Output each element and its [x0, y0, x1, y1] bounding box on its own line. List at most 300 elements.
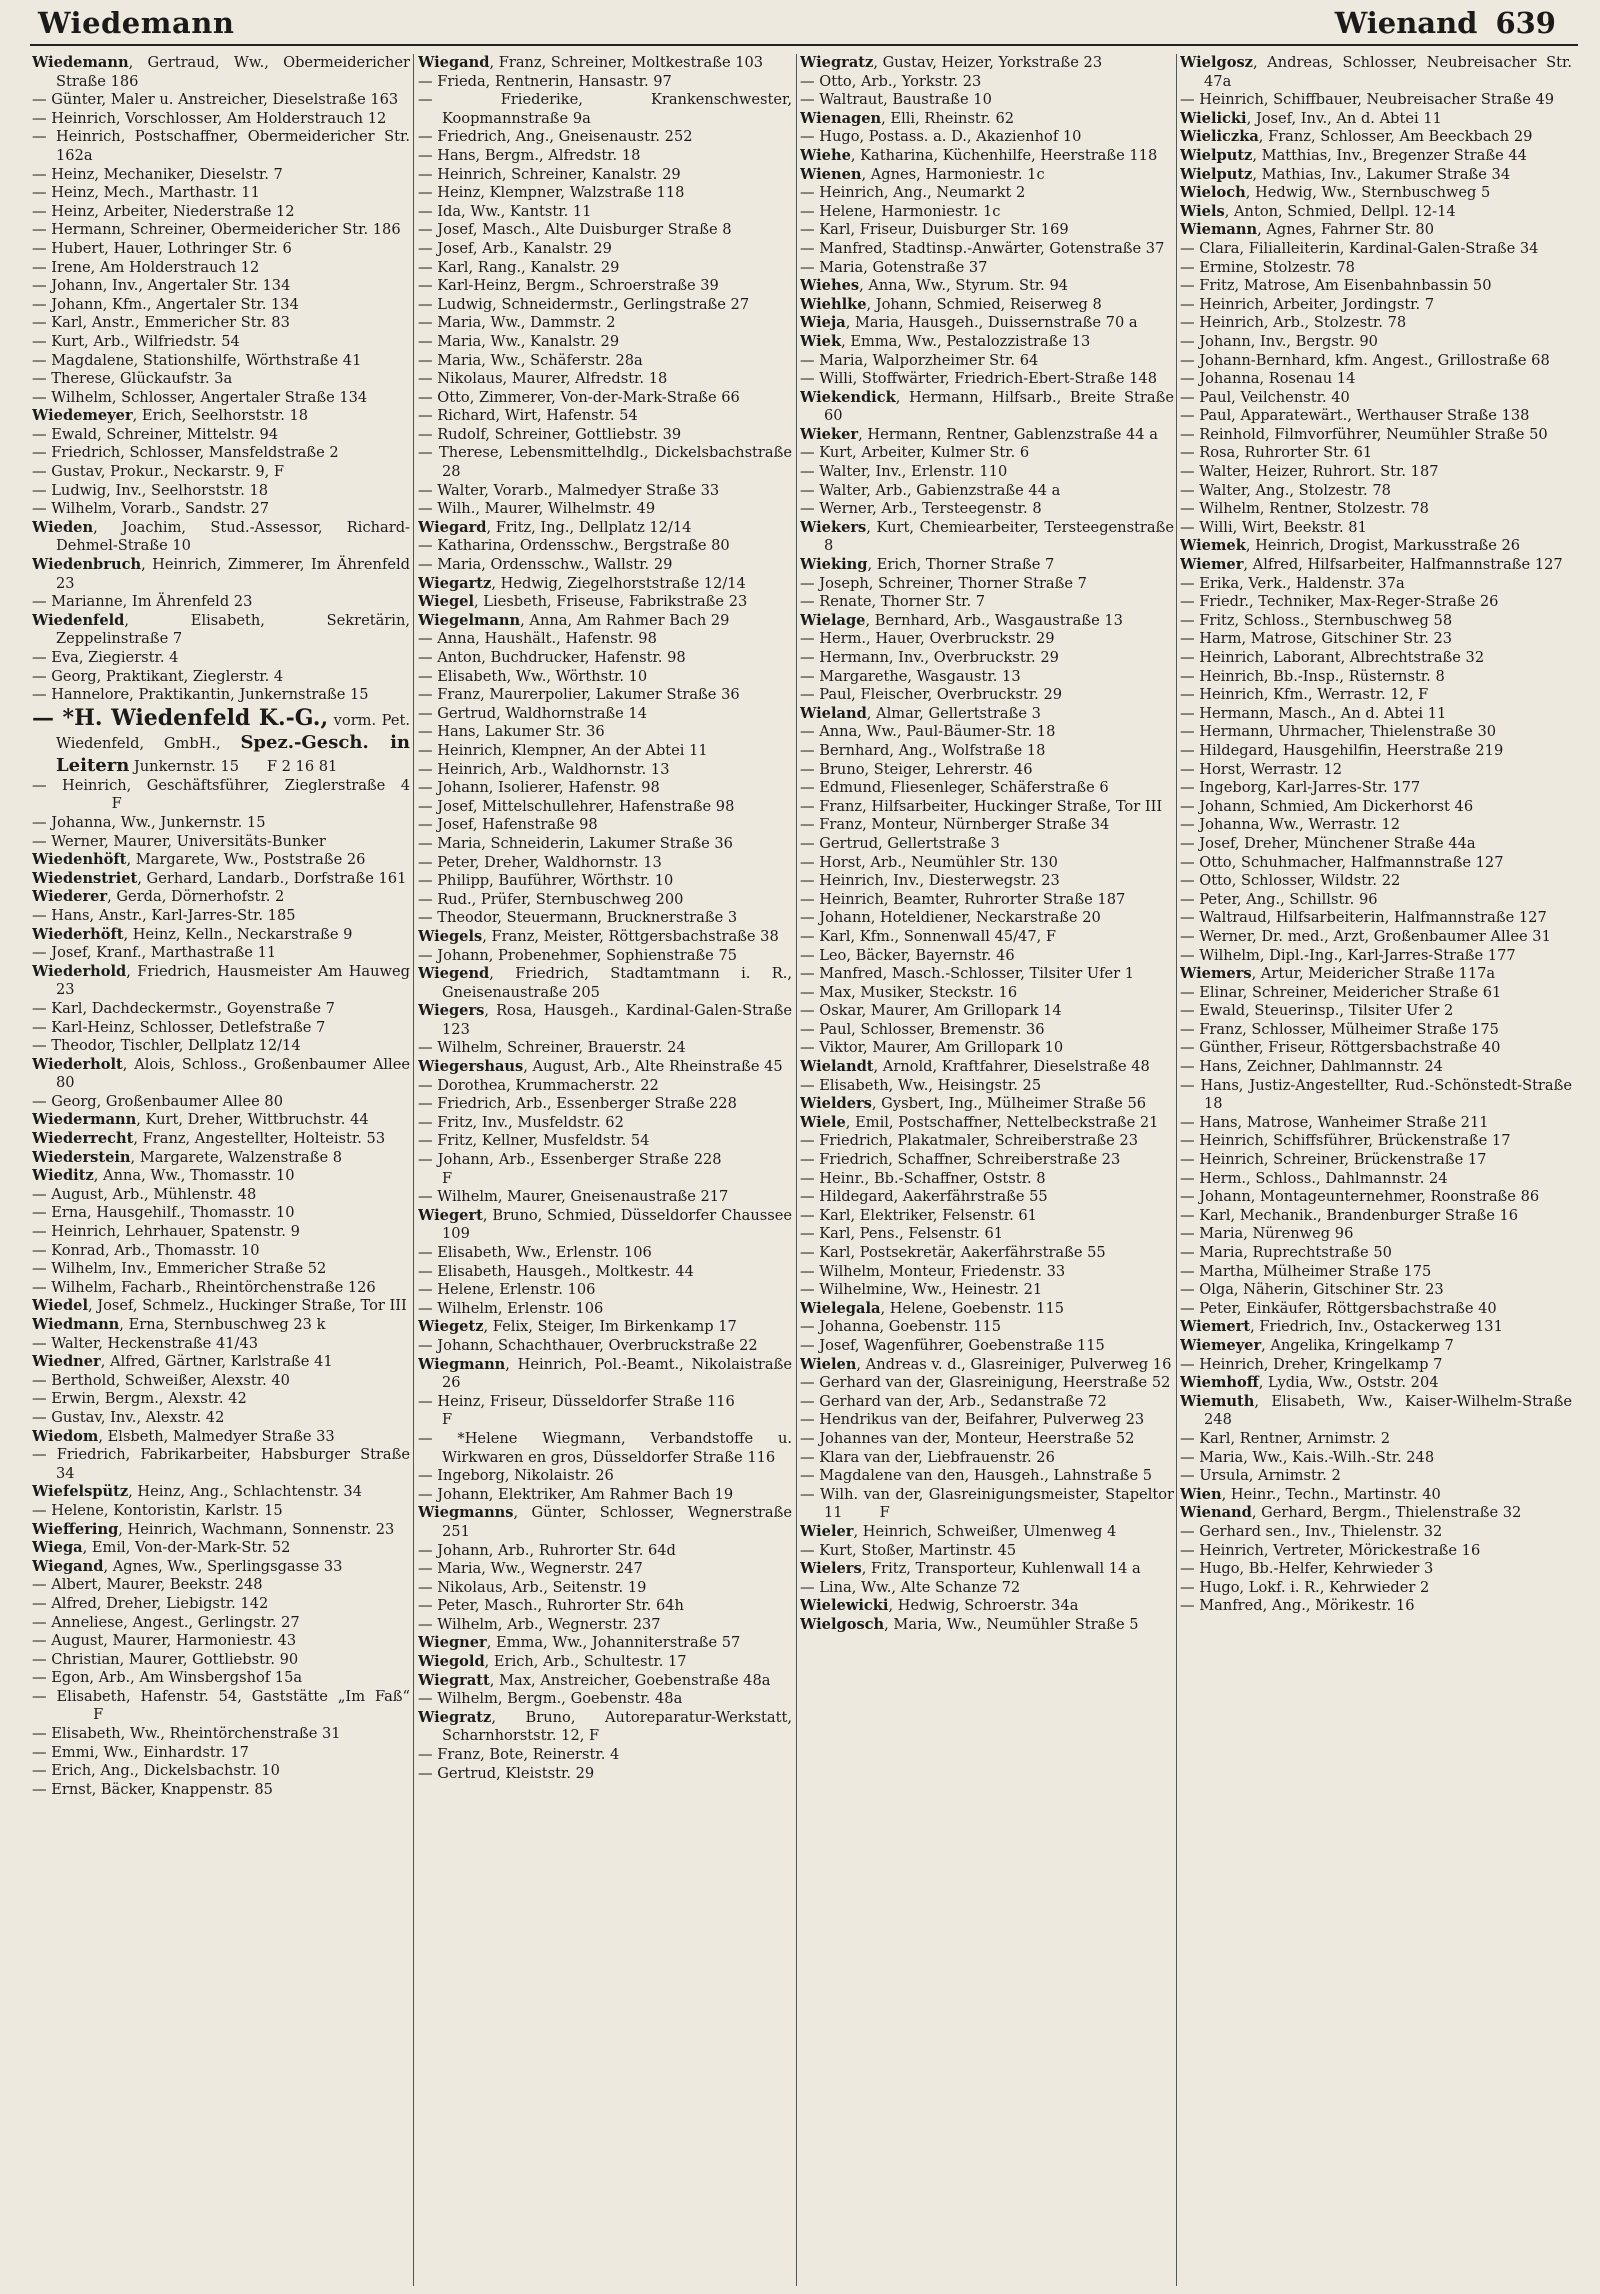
- directory-entry: Wiegershaus, August, Arb., Alte Rheinstraße 45: [418, 1058, 783, 1076]
- directory-entry: Wiemek, Heinrich, Drogist, Markusstraße 26: [1180, 537, 1521, 555]
- directory-entry: — Egon, Arb., Am Winsbergshof 15a: [32, 1669, 303, 1687]
- directory-entry: — Hans, Lakumer Str. 36: [418, 723, 605, 741]
- directory-entry: — Friederike, Krankenschwester, Koopmannstraße 9a: [418, 91, 792, 127]
- directory-entry: — Josef, Kranf., Marthastraße 11: [32, 944, 277, 962]
- directory-entry: — Franz, Bote, Reinerstr. 4: [418, 1746, 620, 1764]
- directory-entry: — Therese, Lebensmittelhdlg., Dickelsbachstraße 28: [418, 444, 792, 481]
- directory-entry: Wielputz, Mathias, Inv., Lakumer Straße 34: [1180, 165, 1511, 183]
- directory-entry: — Paul, Schlosser, Bremenstr. 36: [800, 1020, 1045, 1038]
- directory-entry: Wiemers, Artur, Meidericher Straße 117a: [1180, 965, 1496, 983]
- directory-entry: — Elisabeth, Ww., Heisingstr. 25: [800, 1076, 1042, 1094]
- directory-entry: — Walter, Vorarb., Malmedyer Straße 33: [418, 481, 720, 499]
- directory-entry: — Clara, Filialleiterin, Kardinal-Galen-Straße 34: [1180, 239, 1539, 257]
- directory-column-1: [32, 54, 410, 2290]
- directory-entry: — Gerhard van der, Glasreinigung, Heerstraße 52: [800, 1374, 1171, 1392]
- directory-entry: — Ermine, Stolzestr. 78: [1180, 258, 1355, 276]
- directory-entry: Wiedenbruch, Heinrich, Zimmerer, Im Ährenfeld 23: [32, 556, 410, 592]
- directory-entry: — Heinrich, Arb., Stolzestr. 78: [1180, 314, 1407, 332]
- directory-entry: — Werner, Maurer, Universitäts-Bunker: [32, 832, 326, 850]
- directory-entry: — Johanna, Rosenau 14: [1180, 370, 1356, 388]
- directory-entry: — Heinr., Bb.-Schaffner, Oststr. 8: [800, 1169, 1046, 1187]
- directory-entry: Wieliczka, Franz, Schlosser, Am Beeckbach 29: [1180, 128, 1533, 146]
- directory-entry: — *H. Wiedenfeld K.-G., vorm. Pet. Wiedenfeld, GmbH., Spez.-Gesch. in Leitern Junkernstr. 15 F 2 16 81: [32, 704, 410, 776]
- directory-entry: — Horst, Werrastr. 12: [1180, 760, 1343, 778]
- directory-entry: — Ludwig, Inv., Seelhorststr. 18: [32, 481, 269, 499]
- directory-entry: — Franz, Monteur, Nürnberger Straße 34: [800, 816, 1110, 834]
- directory-entry: — Frieda, Rentnerin, Hansastr. 97: [418, 72, 672, 90]
- directory-entry: — Johann, Schachthauer, Overbruckstraße 22: [418, 1336, 758, 1354]
- directory-entry: Wielen, Andreas v. d., Glasreiniger, Pulverweg 16: [800, 1355, 1172, 1373]
- directory-entry: — Hugo, Postass. a. D., Akazienhof 10: [800, 128, 1082, 146]
- directory-entry: — Ingeborg, Karl-Jarres-Str. 177: [1180, 779, 1421, 797]
- directory-entry: — Olga, Näherin, Gitschiner Str. 23: [1180, 1281, 1444, 1299]
- directory-entry: — Peter, Ang., Schillstr. 96: [1180, 890, 1378, 908]
- directory-entry: Wiegel, Liesbeth, Friseuse, Fabrikstraße 23: [418, 593, 748, 611]
- directory-entry: — Werner, Dr. med., Arzt, Großenbaumer Allee 31: [1180, 927, 1551, 945]
- directory-entry: — Johann, Inv., Angertaler Str. 134: [32, 277, 291, 295]
- directory-entry: — Ingeborg, Nikolaistr. 26: [418, 1467, 614, 1485]
- directory-entry: — Günter, Maler u. Anstreicher, Dieselstraße 163: [32, 91, 399, 109]
- directory-entry: Wielders, Gysbert, Ing., Mülheimer Straße 56: [800, 1095, 1147, 1113]
- directory-entry: Wieloch, Hedwig, Ww., Sternbuschweg 5: [1180, 184, 1491, 202]
- directory-entry: — Paul, Apparatewärt., Werthauser Straße 138: [1180, 407, 1530, 425]
- directory-entry: — Karl, Pens., Felsenstr. 61: [800, 1225, 1004, 1243]
- directory-entry: Wiegmanns, Günter, Schlosser, Wegnerstraße 251: [418, 1504, 792, 1540]
- directory-entry: — Konrad, Arb., Thomasstr. 10: [32, 1241, 260, 1259]
- directory-entry: — Erna, Hausgehilf., Thomasstr. 10: [32, 1204, 295, 1222]
- directory-entry: — Friedrich, Plakatmaler, Schreiberstraße 23: [800, 1132, 1138, 1150]
- directory-entry: Wiegard, Fritz, Ing., Dellplatz 12/14: [418, 518, 692, 536]
- directory-entry: — Johann, Schmied, Am Dickerhorst 46: [1180, 797, 1474, 815]
- directory-entry: — Wilhelm, Facharb., Rheintörchenstraße 126: [32, 1278, 376, 1296]
- directory-entry: — Maria, Ww., Schäferstr. 28a: [418, 351, 643, 369]
- directory-entry: — Nikolaus, Arb., Seitenstr. 19: [418, 1578, 647, 1596]
- directory-entry: — Heinrich, Beamter, Ruhrorter Straße 187: [800, 890, 1126, 908]
- directory-entry: — Johann, Probenehmer, Sophienstraße 75: [418, 946, 738, 964]
- directory-entry: Wiegert, Bruno, Schmied, Düsseldorfer Chaussee 109: [418, 1206, 792, 1243]
- directory-entry: — Heinrich, Schreiner, Brückenstraße 17: [1180, 1151, 1487, 1169]
- directory-entry: — Dorothea, Krummacherstr. 22: [418, 1076, 659, 1094]
- directory-entry: Wiehes, Anna, Ww., Styrum. Str. 94: [800, 277, 1069, 295]
- directory-entry: Wiemhoff, Lydia, Ww., Oststr. 204: [1180, 1374, 1439, 1392]
- directory-entry: Wiedenstriet, Gerhard, Landarb., Dorfstraße 161: [32, 869, 407, 887]
- directory-entry: — Wilhelm, Arb., Wegnerstr. 237: [418, 1615, 661, 1633]
- directory-entry: — Nikolaus, Maurer, Alfredstr. 18: [418, 370, 668, 388]
- directory-entry: Wieking, Erich, Thorner Straße 7: [800, 556, 1055, 574]
- directory-entry: — Josef, Mittelschullehrer, Hafenstraße 98: [418, 797, 735, 815]
- directory-entry: — Josef, Dreher, Münchener Straße 44a: [1180, 834, 1476, 852]
- directory-entry: Wiederhöft, Heinz, Kelln., Neckarstraße 9: [32, 925, 353, 943]
- directory-entry: — Elisabeth, Hafenstr. 54, Gaststätte „Im Faß“ F: [32, 1687, 410, 1724]
- directory-entry: — Friedr., Techniker, Max-Reger-Straße 26: [1180, 593, 1499, 611]
- directory-entry: — Heinz, Klempner, Walzstraße 118: [418, 184, 685, 202]
- directory-entry: Wiederstein, Margarete, Walzenstraße 8: [32, 1148, 343, 1166]
- directory-entry: — Walter, Inv., Erlenstr. 110: [800, 463, 1008, 481]
- directory-entry: — Wilhelm, Erlenstr. 106: [418, 1299, 604, 1317]
- column-divider: [413, 54, 414, 2286]
- directory-entry: — Wilhelm, Vorarb., Sandstr. 27: [32, 500, 270, 518]
- directory-entry: — Gerhard sen., Inv., Thielenstr. 32: [1180, 1522, 1443, 1540]
- column-divider: [1176, 54, 1177, 2286]
- directory-entry: — Fritz, Inv., Musfeldstr. 62: [418, 1113, 624, 1131]
- directory-entry: — Karl, Elektriker, Felsenstr. 61: [800, 1206, 1037, 1224]
- directory-entry: Wiedmann, Erna, Sternbuschweg 23 k: [32, 1316, 326, 1333]
- directory-entry: — Magdalene, Stationshilfe, Wörthstraße 41: [32, 351, 362, 369]
- directory-entry: Wiedemann, Gertraud, Ww., Obermeidericher Straße 186: [32, 54, 410, 90]
- directory-entry: — Heinrich, Dreher, Kringelkamp 7: [1180, 1355, 1443, 1373]
- directory-entry: — Heinrich, Arb., Waldhornstr. 13: [418, 760, 670, 778]
- directory-entry: Wiedemeyer, Erich, Seelhorststr. 18: [32, 407, 309, 425]
- directory-entry: Wieffering, Heinrich, Wachmann, Sonnenstr. 23: [32, 1520, 395, 1538]
- directory-entry: — Wilh., Maurer, Wilhelmstr. 49: [418, 500, 656, 518]
- directory-entry: — Hildegard, Aakerfährstraße 55: [800, 1188, 1048, 1206]
- directory-entry: — Maria, Ruprechtstraße 50: [1180, 1244, 1392, 1261]
- directory-entry: — Alfred, Dreher, Liebigstr. 142: [32, 1594, 269, 1612]
- directory-entry: — Peter, Einkäufer, Röttgersbachstraße 40: [1180, 1299, 1497, 1317]
- directory-entry: — Heinrich, Laborant, Albrechtstraße 32: [1180, 649, 1485, 666]
- directory-column-4: [1180, 54, 1572, 2290]
- directory-entry: — Horst, Arb., Neumühler Str. 130: [800, 853, 1058, 871]
- directory-entry: Wiedner, Alfred, Gärtner, Karlstraße 41: [32, 1353, 333, 1371]
- directory-entry: — Karl, Mechanik., Brandenburger Straße 16: [1180, 1206, 1519, 1224]
- directory-entry: — Franz, Hilfsarbeiter, Huckinger Straße, Tor III: [800, 797, 1163, 815]
- directory-entry: — Werner, Arb., Tersteegenstr. 8: [800, 500, 1042, 518]
- directory-entry: — Erika, Verk., Haldenstr. 37a: [1180, 574, 1405, 592]
- directory-entry: — Theodor, Tischler, Dellplatz 12/14: [32, 1037, 301, 1055]
- directory-entry: — Kurt, Arb., Wilfriedstr. 54: [32, 332, 240, 350]
- directory-entry: — Karl, Friseur, Duisburger Str. 169: [800, 221, 1069, 239]
- directory-entry: — Manfred, Stadtinsp.-Anwärter, Gotenstraße 37: [800, 239, 1165, 257]
- directory-entry: Wieler, Heinrich, Schweißer, Ulmenweg 4: [800, 1522, 1117, 1540]
- directory-entry: — Franz, Schlosser, Mülheimer Straße 175: [1180, 1020, 1499, 1038]
- directory-entry: — Walter, Ang., Stolzestr. 78: [1180, 481, 1391, 499]
- directory-entry: Wiegratz, Gustav, Heizer, Yorkstraße 23: [800, 54, 1103, 71]
- directory-entry: Wieditz, Anna, Ww., Thomasstr. 10: [32, 1167, 295, 1185]
- directory-column-3: [800, 54, 1174, 2290]
- directory-entry: — Kurt, Stoßer, Martinstr. 45: [800, 1541, 1017, 1559]
- directory-entry: — Max, Musiker, Steckstr. 16: [800, 983, 1018, 1001]
- directory-entry: — Helene, Kontoristin, Karlstr. 15: [32, 1501, 283, 1519]
- directory-entry: — Martha, Mülheimer Straße 175: [1180, 1262, 1432, 1280]
- directory-entry: — Gertrud, Waldhornstraße 14: [418, 704, 647, 722]
- directory-entry: Wien, Heinr., Techn., Martinstr. 40: [1180, 1485, 1441, 1503]
- directory-entry: — Johann, Inv., Bergstr. 90: [1180, 332, 1378, 350]
- directory-entry: Wiedermann, Kurt, Dreher, Wittbruchstr. 44: [32, 1111, 369, 1129]
- directory-entry: — Peter, Dreher, Waldhornstr. 13: [418, 853, 662, 871]
- directory-entry: — Paul, Veilchenstr. 40: [1180, 388, 1350, 406]
- directory-entry: Wiemeyer, Angelika, Kringelkamp 7: [1180, 1336, 1454, 1354]
- directory-entry: — August, Arb., Mühlenstr. 48: [32, 1185, 257, 1203]
- directory-entry: Wiederhold, Friedrich, Hausmeister Am Hauweg 23: [32, 962, 410, 999]
- directory-entry: Wiefelspütz, Heinz, Ang., Schlachtenstr. 34: [32, 1483, 362, 1501]
- directory-entry: Wieden, Joachim, Stud.-Assessor, Richard-Dehmel-Straße 10: [32, 518, 410, 555]
- directory-entry: — Peter, Masch., Ruhrorter Str. 64h: [418, 1597, 684, 1615]
- directory-entry: — Heinrich, Schreiner, Kanalstr. 29: [418, 165, 681, 183]
- directory-entry: — Hermann, Uhrmacher, Thielenstraße 30: [1180, 723, 1497, 741]
- directory-entry: — Johann-Bernhard, kfm. Angest., Grillostraße 68: [1180, 351, 1550, 369]
- directory-entry: Wielegala, Helene, Goebenstr. 115: [800, 1299, 1065, 1317]
- directory-entry: — Maria, Ww., Kanalstr. 29: [418, 332, 620, 350]
- directory-entry: — Friedrich, Schaffner, Schreiberstraße 23: [800, 1151, 1121, 1169]
- directory-entry: — Heinz, Friseur, Düsseldorfer Straße 116 F: [418, 1392, 792, 1429]
- directory-entry: — Therese, Glückaufstr. 3a: [32, 370, 233, 388]
- directory-entry: — Maria, Gotenstraße 37: [800, 258, 988, 276]
- directory-entry: — Heinrich, Kfm., Werrastr. 12, F: [1180, 686, 1429, 704]
- page-number: 639: [1495, 6, 1556, 40]
- column-divider: [796, 54, 797, 2286]
- header-first-name: Wiedemann: [38, 6, 235, 40]
- directory-entry: — Viktor, Maurer, Am Grillopark 10: [800, 1039, 1064, 1057]
- directory-entry: Wielewicki, Hedwig, Schroerstr. 34a: [800, 1597, 1079, 1615]
- directory-entry: Wieker, Hermann, Rentner, Gablenzstraße 44 a: [800, 425, 1158, 443]
- directory-entry: — Friedrich, Fabrikarbeiter, Habsburger Straße 34: [32, 1446, 410, 1482]
- directory-entry: — Wilhelm, Dipl.-Ing., Karl-Jarres-Straße 177: [1180, 946, 1516, 964]
- directory-entry: — Fritz, Kellner, Musfeldstr. 54: [418, 1132, 650, 1150]
- directory-entry: — Hans, Anstr., Karl-Jarres-Str. 185: [32, 906, 296, 924]
- directory-entry: — Hendrikus van der, Beifahrer, Pulverweg 23: [800, 1411, 1145, 1429]
- directory-entry: Wielandt, Arnold, Kraftfahrer, Dieselstraße 48: [800, 1058, 1150, 1076]
- directory-entry: — Georg, Großenbaumer Allee 80: [32, 1092, 284, 1110]
- directory-entry: — Ewald, Steuerinsp., Tilsiter Ufer 2: [1180, 1002, 1454, 1020]
- header-right: [1335, 6, 1556, 40]
- directory-entry: — Heinrich, Bb.-Insp., Rüsternstr. 8: [1180, 667, 1445, 685]
- directory-entry: Wiegend, Friedrich, Stadtamtmann i. R., Gneisenaustraße 205: [418, 965, 792, 1001]
- directory-entry: — Edmund, Fliesenleger, Schäferstraße 6: [800, 779, 1109, 797]
- directory-entry: — Rosa, Ruhrorter Str. 61: [1180, 444, 1373, 462]
- directory-entry: — Margarethe, Wasgaustr. 13: [800, 667, 1021, 685]
- directory-entry: — Elinar, Schreiner, Meidericher Straße 61: [1180, 983, 1502, 1001]
- directory-entry: — Josef, Masch., Alte Duisburger Straße 8: [418, 221, 732, 239]
- directory-entry: — Hildegard, Hausgehilfin, Heerstraße 219: [1180, 741, 1504, 759]
- directory-entry: — Georg, Praktikant, Zieglerstr. 4: [32, 667, 284, 685]
- directory-entry: Wiegand, Agnes, Ww., Sperlingsgasse 33: [32, 1557, 343, 1575]
- directory-entry: — Karl, Anstr., Emmericher Str. 83: [32, 314, 290, 332]
- directory-entry: — Friedrich, Ang., Gneisenaustr. 252: [418, 128, 693, 146]
- directory-entry: — Klara van der, Liebfrauenstr. 26: [800, 1448, 1055, 1466]
- directory-entry: — Richard, Wirt, Hafenstr. 54: [418, 407, 638, 425]
- header-last-name: Wienand: [1334, 6, 1478, 40]
- directory-entry: — Anneliese, Angest., Gerlingstr. 27: [32, 1613, 300, 1631]
- directory-entry: — Hans, Zeichner, Dahlmannstr. 24: [1180, 1058, 1443, 1076]
- directory-entry: Wiegels, Franz, Meister, Röttgersbachstraße 38: [418, 927, 779, 945]
- directory-entry: — Karl, Kfm., Sonnenwall 45/47, F: [800, 927, 1057, 945]
- directory-entry: — Walter, Arb., Gabienzstraße 44 a: [800, 481, 1061, 499]
- directory-entry: — Karl, Postsekretär, Aakerfährstraße 55: [800, 1244, 1106, 1261]
- directory-entry: — Johanna, Goebenstr. 115: [800, 1318, 1002, 1336]
- directory-entry: — Johann, Montageunternehmer, Roonstraße 86: [1180, 1188, 1540, 1206]
- directory-entry: — Ida, Ww., Kantstr. 11: [418, 202, 592, 220]
- directory-entry: — Reinhold, Filmvorführer, Neumühler Straße 50: [1180, 425, 1548, 443]
- directory-entry: — Maria, Ww., Wegnerstr. 247: [418, 1560, 643, 1578]
- directory-entry: — Gertrud, Gellertstraße 3: [800, 834, 1000, 852]
- directory-entry: — Heinrich, Vertreter, Mörickestraße 16: [1180, 1541, 1481, 1559]
- directory-entry: — Ernst, Bäcker, Knappenstr. 85: [32, 1780, 273, 1798]
- directory-entry: — Maria, Nürenweg 96: [1180, 1225, 1354, 1243]
- directory-entry: — Otto, Zimmerer, Von-der-Mark-Straße 66: [418, 388, 740, 406]
- directory-entry: Wiek, Emma, Ww., Pestalozzistraße 13: [800, 332, 1091, 350]
- directory-entry: — Marianne, Im Ährenfeld 23: [32, 593, 253, 611]
- directory-entry: — Friedrich, Arb., Essenberger Straße 228: [418, 1095, 737, 1113]
- directory-entry: — Gerhard van der, Arb., Sedanstraße 72: [800, 1392, 1107, 1410]
- directory-entry: Wiederholt, Alois, Schloss., Großenbaumer Allee 80: [32, 1055, 410, 1092]
- directory-entry: — Irene, Am Holderstrauch 12: [32, 258, 260, 276]
- directory-entry: Wiemuth, Elisabeth, Ww., Kaiser-Wilhelm-Straße 248: [1180, 1392, 1572, 1429]
- directory-entry: — Johann, Kfm., Angertaler Str. 134: [32, 295, 299, 313]
- directory-entry: — Leo, Bäcker, Bayernstr. 46: [800, 946, 1015, 964]
- directory-entry: — Katharina, Ordensschw., Bergstraße 80: [418, 537, 730, 555]
- directory-entry: — Theodor, Steuermann, Brucknerstraße 3: [418, 909, 738, 927]
- directory-entry: — Otto, Schlosser, Wildstr. 22: [1180, 872, 1401, 890]
- directory-entry: — Elisabeth, Ww., Wörthstr. 10: [418, 667, 648, 685]
- directory-entry: Wielgosch, Maria, Ww., Neumühler Straße 5: [800, 1615, 1139, 1633]
- directory-entry: — Otto, Arb., Yorkstr. 23: [800, 72, 982, 90]
- directory-entry: — Hans, Matrose, Wanheimer Straße 211: [1180, 1113, 1489, 1131]
- directory-entry: — Johannes van der, Monteur, Heerstraße 52: [800, 1429, 1135, 1447]
- directory-entry: — Oskar, Maurer, Am Grillopark 14: [800, 1002, 1062, 1020]
- directory-entry: — Willi, Wirt, Beekstr. 81: [1180, 518, 1367, 536]
- directory-entry: — Heinrich, Schiffsführer, Brückenstraße 17: [1180, 1132, 1511, 1150]
- directory-entry: Wiegratz, Bruno, Autoreparatur-Werkstatt, Scharnhorststr. 12, F: [418, 1708, 792, 1745]
- directory-entry: — Hans, Bergm., Alfredstr. 18: [418, 146, 641, 164]
- directory-entry: — Karl, Rentner, Arnimstr. 2: [1180, 1429, 1391, 1447]
- directory-entry: — *Helene Wiegmann, Verbandstoffe u. Wirkwaren en gros, Düsseldorfer Straße 116: [418, 1429, 792, 1466]
- directory-entry: Wielgosz, Andreas, Schlosser, Neubreisacher Str. 47a: [1180, 54, 1572, 90]
- directory-entry: Wiedenhöft, Margarete, Ww., Poststraße 26: [32, 851, 366, 869]
- directory-entry: Wiega, Emil, Von-der-Mark-Str. 52: [32, 1539, 291, 1557]
- directory-entry: — Walter, Heizer, Ruhrort. Str. 187: [1180, 463, 1439, 481]
- directory-entry: — Friedrich, Schlosser, Mansfeldstraße 2: [32, 444, 339, 462]
- directory-column-2: [418, 54, 792, 2290]
- directory-entry: — Ludwig, Schneidermstr., Gerlingstraße 27: [418, 295, 750, 313]
- directory-entry: — Heinrich, Arbeiter, Jordingstr. 7: [1180, 295, 1435, 313]
- directory-entry: — Heinz, Mechaniker, Dieselstr. 7: [32, 165, 283, 183]
- directory-entry: — Ursula, Arnimstr. 2: [1180, 1467, 1341, 1485]
- directory-entry: — Heinrich, Lehrhauer, Spatenstr. 9: [32, 1223, 300, 1241]
- directory-entry: — Hubert, Hauer, Lothringer Str. 6: [32, 239, 292, 257]
- directory-entry: — Elisabeth, Ww., Rheintörchenstraße 31: [32, 1725, 341, 1743]
- directory-entry: — Maria, Ww., Dammstr. 2: [418, 314, 616, 332]
- directory-entry: — Waltraut, Baustraße 10: [800, 91, 992, 109]
- directory-entry: — Fritz, Schloss., Sternbuschweg 58: [1180, 611, 1453, 629]
- directory-entry: Wiegers, Rosa, Hausgeh., Kardinal-Galen-Straße 123: [418, 1002, 792, 1038]
- directory-entry: — Bernhard, Ang., Wolfstraße 18: [800, 741, 1046, 759]
- directory-entry: — Emmi, Ww., Einhardstr. 17: [32, 1743, 249, 1761]
- directory-entry: — Josef, Hafenstraße 98: [418, 816, 598, 834]
- directory-entry: — Ewald, Schreiner, Mittelstr. 94: [32, 425, 279, 443]
- directory-entry: Wielputz, Matthias, Inv., Bregenzer Straße 44: [1180, 146, 1527, 164]
- directory-entry: Wiekers, Kurt, Chemiearbeiter, Tersteegenstraße 8: [800, 518, 1174, 555]
- directory-entry: — Gertrud, Kleiststr. 29: [418, 1764, 595, 1782]
- directory-entry: — Heinrich, Klempner, An der Abtei 11: [418, 741, 708, 759]
- directory-entry: — Heinrich, Postschaffner, Obermeidericher Str. 162a: [32, 128, 410, 164]
- directory-entry: — Maria, Ordensschw., Wallstr. 29: [418, 556, 673, 574]
- directory-entry: — Johanna, Ww., Junkernstr. 15: [32, 813, 266, 831]
- directory-entry: — Fritz, Matrose, Am Eisenbahnbassin 50: [1180, 277, 1492, 295]
- directory-entry: — Johann, Arb., Ruhrorter Str. 64d: [418, 1541, 676, 1559]
- directory-entry: Wiegratt, Max, Anstreicher, Goebenstraße 48a: [418, 1671, 771, 1689]
- directory-entry: — Heinrich, Geschäftsführer, Zieglerstraße 4 F: [32, 776, 410, 813]
- directory-entry: — Erwin, Bergm., Alexstr. 42: [32, 1390, 247, 1408]
- directory-entry: Wielage, Bernhard, Arb., Wasgaustraße 13: [800, 611, 1123, 629]
- directory-entry: Wiegelmann, Anna, Am Rahmer Bach 29: [418, 611, 730, 629]
- directory-entry: Wiederrecht, Franz, Angestellter, Holteistr. 53: [32, 1130, 386, 1148]
- header-rule: [30, 44, 1578, 46]
- directory-entry: Wiemer, Alfred, Hilfsarbeiter, Halfmannstraße 127: [1180, 556, 1563, 574]
- directory-entry: Wiemann, Agnes, Fahrner Str. 80: [1180, 221, 1434, 239]
- directory-entry: Wiegand, Franz, Schreiner, Moltkestraße 103: [418, 54, 764, 71]
- directory-entry: — Johann, Hoteldiener, Neckarstraße 20: [800, 909, 1101, 927]
- directory-entry: Wiedel, Josef, Schmelz., Huckinger Straße, Tor III: [32, 1297, 407, 1315]
- directory-entry: — Heinz, Arbeiter, Niederstraße 12: [32, 202, 295, 220]
- directory-entry: — Heinz, Mech., Marthastr. 11: [32, 184, 260, 202]
- directory-entry: — Herm., Hauer, Overbruckstr. 29: [800, 630, 1055, 648]
- directory-entry: — Gustav, Prokur., Neckarstr. 9, F: [32, 463, 285, 481]
- directory-entry: — Heinrich, Schiffbauer, Neubreisacher Straße 49: [1180, 91, 1555, 109]
- directory-entry: — Christian, Maurer, Gottliebstr. 90: [32, 1650, 299, 1668]
- directory-entry: — Johann, Isolierer, Hafenstr. 98: [418, 779, 660, 797]
- directory-entry: Wielicki, Josef, Inv., An d. Abtei 11: [1180, 109, 1442, 127]
- directory-entry: — Josef, Arb., Kanalstr. 29: [418, 239, 612, 257]
- directory-entry: — Albert, Maurer, Beekstr. 248: [32, 1576, 263, 1594]
- directory-entry: Wiele, Emil, Postschaffner, Nettelbeckstraße 21: [800, 1113, 1159, 1131]
- directory-entry: — Paul, Fleischer, Overbruckstr. 29: [800, 686, 1063, 704]
- directory-entry: — Wilh. van der, Glasreinigungsmeister, Stapeltor 11 F: [800, 1485, 1174, 1522]
- directory-entry: Wienand, Gerhard, Bergm., Thielenstraße 32: [1180, 1504, 1522, 1522]
- directory-entry: Wiederer, Gerda, Dörnerhofstr. 2: [32, 888, 285, 906]
- directory-entry: — Harm, Matrose, Gitschiner Str. 23: [1180, 630, 1453, 648]
- directory-entry: — Heinrich, Vorschlosser, Am Holderstrauch 12: [32, 109, 387, 127]
- directory-entry: Wieja, Maria, Hausgeh., Duissernstraße 70 a: [800, 314, 1138, 332]
- directory-entry: — Renate, Thorner Str. 7: [800, 593, 986, 611]
- directory-entry: — Johanna, Ww., Werrastr. 12: [1180, 816, 1401, 834]
- directory-entry: — Wilhelm, Schreiner, Brauerstr. 24: [418, 1039, 686, 1057]
- directory-entry: Wiegetz, Felix, Steiger, Im Birkenkamp 17: [418, 1318, 737, 1336]
- directory-entry: — Helene, Erlenstr. 106: [418, 1281, 596, 1299]
- directory-entry: — Hugo, Bb.-Helfer, Kehrwieder 3: [1180, 1560, 1434, 1578]
- directory-entry: — Hans, Justiz-Angestellter, Rud.-Schönstedt-Straße 18: [1180, 1076, 1572, 1113]
- directory-entry: — Johann, Elektriker, Am Rahmer Bach 19: [418, 1485, 734, 1503]
- directory-entry: — Hermann, Schreiner, Obermeidericher Str. 186: [32, 221, 401, 239]
- directory-entry: Wiehe, Katharina, Küchenhilfe, Heerstraße 118: [800, 146, 1158, 164]
- directory-entry: — Bruno, Steiger, Lehrerstr. 46: [800, 760, 1033, 778]
- directory-entry: — Hermann, Masch., An d. Abtei 11: [1180, 704, 1447, 722]
- directory-entry: — Willi, Stoffwärter, Friedrich-Ebert-Straße 148: [800, 370, 1157, 388]
- directory-entry: — Wilhelm, Bergm., Goebenstr. 48a: [418, 1690, 683, 1708]
- directory-entry: — Elisabeth, Hausgeh., Moltkestr. 44: [418, 1262, 694, 1280]
- directory-entry: — Johann, Arb., Essenberger Straße 228 F: [418, 1151, 792, 1187]
- directory-entry: Wiehlke, Johann, Schmied, Reiserweg 8: [800, 295, 1102, 313]
- directory-entry: — Anton, Buchdrucker, Hafenstr. 98: [418, 649, 686, 666]
- directory-entry: — Philipp, Bauführer, Wörthstr. 10: [418, 872, 674, 890]
- directory-entry: Wiekendick, Hermann, Hilfsarb., Breite Straße 60: [800, 388, 1174, 425]
- directory-entry: — Anna, Ww., Paul-Bäumer-Str. 18: [800, 723, 1056, 741]
- directory-entry: — Helene, Harmoniestr. 1c: [800, 202, 1001, 220]
- directory-entry: — Karl-Heinz, Schlosser, Detlefstraße 7: [32, 1018, 326, 1036]
- directory-entry: — Heinrich, Inv., Diesterwegstr. 23: [800, 872, 1060, 890]
- directory-entry: — Karl, Dachdeckermstr., Goyenstraße 7: [32, 999, 335, 1017]
- directory-entry: Wiegartz, Hedwig, Ziegelhorststraße 12/14: [418, 574, 746, 592]
- directory-entry: — Karl, Rang., Kanalstr. 29: [418, 258, 620, 276]
- directory-entry: Wienen, Agnes, Harmoniestr. 1c: [800, 165, 1045, 183]
- directory-entry: — Maria, Schneiderin, Lakumer Straße 36: [418, 834, 733, 852]
- directory-entry: — Franz, Maurerpolier, Lakumer Straße 36: [418, 686, 740, 704]
- directory-entry: — Wilhelmine, Ww., Heinestr. 21: [800, 1281, 1043, 1299]
- directory-entry: — Gustav, Inv., Alexstr. 42: [32, 1408, 225, 1426]
- directory-entry: — Josef, Wagenführer, Goebenstraße 115: [800, 1336, 1105, 1354]
- directory-entry: — Erich, Ang., Dickelsbachstr. 10: [32, 1762, 280, 1780]
- directory-entry: — Maria, Walporzheimer Str. 64: [800, 351, 1039, 369]
- directory-entry: — Kurt, Arbeiter, Kulmer Str. 6: [800, 444, 1030, 462]
